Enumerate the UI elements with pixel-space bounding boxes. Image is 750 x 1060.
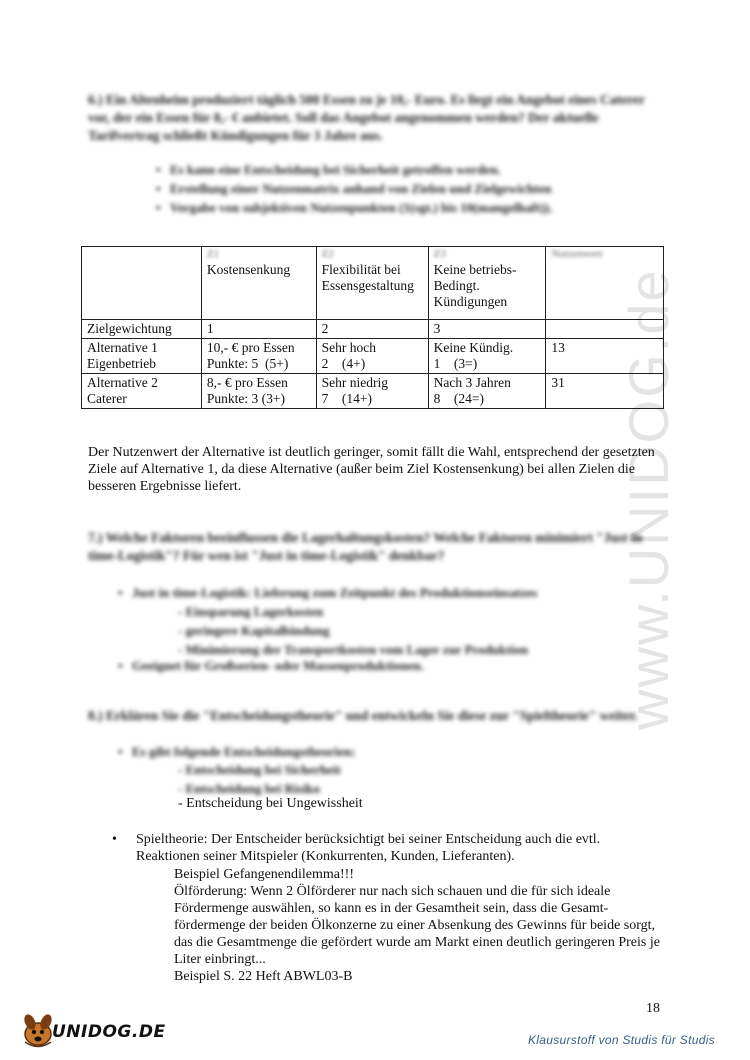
watermark-text: www.UNIDOG.de [617, 268, 680, 730]
z2-value: Sehr niedrig [321, 375, 389, 390]
z2-points: 2 (4+) [321, 356, 366, 371]
list-item: - Minimierung der Transportkosten vom Lager zur Produktion [178, 642, 528, 657]
conclusion-paragraph: Der Nutzenwert der Alternative ist deutlich geringer, somit fällt die Wahl, entsprechend der gesetzten Ziele auf Alternative 1, da diese Alternative (außer beim Ziel Kostensenkung) bei allen Zielen die besseren Ergebnisse liefert. [88, 445, 655, 494]
goal-label-z2: Z2 [321, 248, 334, 260]
question-8-text: 8.) Erklären Sie die "Entscheidungstheorie" und entwickeln Sie diese zur "Spieltheorie" weiter. [88, 708, 638, 723]
z2-points: 7 (14+) [321, 391, 373, 406]
table-row-alternative-1 [82, 339, 664, 374]
utility-matrix-table [81, 246, 664, 409]
list-item: - Einsparung Lagerkosten [178, 604, 324, 619]
table-cell [428, 247, 546, 320]
header-kuendigungen: Keine betriebs-Bedingt. Kündigungen [433, 262, 517, 309]
question-8-bullets [118, 742, 638, 761]
table-cell [428, 339, 546, 374]
alt-sub: Eigenbetrieb [87, 356, 156, 371]
table-cell: 2 [316, 320, 428, 339]
table-cell [316, 374, 428, 409]
table-cell: 13 [546, 339, 664, 374]
header-nutzenwert: Nutzenwert [551, 248, 603, 260]
z3-value: Keine Kündig. [433, 340, 514, 355]
example-body: Ölförderung: Wenn 2 Ölförderer nur nach sich schauen und die für sich ideale Fördermenge auswählen, so kann es in der Gesamtheit sein, dass die Gesamt-fördermenge der beiden Ölkonzerne zu einer Absenkung des Gewinns für beide sorgt, das die Gesamtmenge die gefördert wurde am Markt einen deutlich geringeren Preis je Liter einbringt... [174, 884, 660, 967]
table-cell [428, 374, 546, 409]
table-cell [82, 339, 202, 374]
question-8-sublist [136, 760, 658, 798]
table-cell [546, 320, 664, 339]
question-6-text: 6.) Ein Altenheim produziert täglich 500 Essen zu je 10,- Euro. Es liegt ein Angebot eines Caterer vor, der ein Essen für 8,- € anbietet. Soll das Angebot angenommen werden? Der aktuelle Tarifvertrag schließt Kündigungen für 3 Jahre aus. [88, 92, 645, 143]
alt-name: Alternative 2 [87, 375, 158, 390]
z3-points: 1 (3=) [433, 356, 478, 371]
table-cell: 3 [428, 320, 546, 339]
sub-item-ungewissheit: - Entscheidung bei Ungewissheit [178, 796, 363, 811]
question-7-bullets-2 [118, 656, 638, 675]
z1-value: 8,- € pro Essen [206, 375, 288, 390]
list-item: • Erstellung einer Nutzenmatrix anhand von Zielen und Zielgewichten [156, 179, 636, 198]
table-row-alternative-2 [82, 374, 664, 409]
question-7-sublist [136, 602, 658, 659]
page-number: 18 [646, 1001, 660, 1016]
question-7-text: 7.) Welche Faktoren beeinflussen die Lagerhaltungskosten? Welche Faktoren minimiert "Just in time-Logistik"? Für wen ist "Just in time-Logistik" denkbar? [88, 530, 643, 563]
list-item: - Entscheidung bei Sicherheit [178, 762, 341, 777]
list-item: • Es kann eine Entscheidung bei Sicherheit getroffen werden. [156, 160, 636, 179]
table-row-weights [82, 320, 664, 339]
table-cell: Zielgewichtung [82, 320, 202, 339]
list-item: - Entscheidung bei Risiko [178, 781, 320, 796]
spieltheorie-example [174, 866, 664, 985]
list-item: • Vergabe von subjektiven Nutzenpunkten (1(sgt.) bis 10(mangelhaft)). [156, 198, 636, 217]
list-item: • Just in time-Logistik: Lieferung zum Zeitpunkt des Produktionseinsatzes [118, 583, 638, 602]
list-item: • Geeignet für Großserien- oder Massenproduktionen. [118, 656, 638, 675]
z1-value: 10,- € pro Essen [206, 340, 295, 355]
spieltheorie-text: Spieltheorie: Der Entscheider berücksichtigt bei seiner Entscheidung auch die evtl. Reaktionen seiner Mitspieler (Konkurrenten, Kunden, Lieferanten). [136, 832, 601, 864]
table-cell [201, 374, 316, 409]
unidog-logo [16, 1010, 176, 1050]
bullet-icon: • [112, 832, 117, 847]
footer-tagline: Klausurstoff von Studis für Studis [528, 1033, 715, 1047]
dog-icon [16, 1010, 56, 1050]
list-item: • Es gibt folgende Entscheidungstheorien: [118, 742, 638, 761]
z1-points: Punkte: 5 (5+) [206, 356, 289, 371]
z2-value: Sehr hoch [321, 340, 377, 355]
alt-name: Alternative 1 [87, 340, 158, 355]
goal-label-z1: Z1 [206, 248, 220, 260]
example-reference: Beispiel S. 22 Heft ABWL03-B [174, 969, 353, 984]
table-cell: 1 [201, 320, 316, 339]
table-cell: 31 [546, 374, 664, 409]
table-cell [82, 374, 202, 409]
table-cell [316, 339, 428, 374]
table-cell [316, 247, 428, 320]
z3-value: Nach 3 Jahren [433, 375, 511, 390]
logo-text: UNIDOG.DE [52, 1022, 166, 1042]
table-cell [201, 339, 316, 374]
z1-points: Punkte: 3 (3+) [206, 391, 285, 406]
list-item: - geringere Kapitalbindung [178, 623, 330, 638]
z3-points: 8 (24=) [433, 391, 484, 406]
alt-sub: Caterer [87, 391, 127, 406]
example-heading: Beispiel Gefangenendilemma!!! [174, 867, 354, 882]
goal-label-z3: Z3 [433, 248, 446, 260]
question-7-bullets [118, 583, 638, 602]
question-6-bullets [156, 160, 636, 217]
table-cell [546, 247, 664, 320]
header-kostensenkung: Kostensenkung [206, 262, 291, 277]
table-header-row [82, 247, 664, 320]
table-cell [82, 247, 202, 320]
header-flexibilitaet: Flexibilität bei Essensgestaltung [321, 262, 414, 293]
table-cell [201, 247, 316, 320]
